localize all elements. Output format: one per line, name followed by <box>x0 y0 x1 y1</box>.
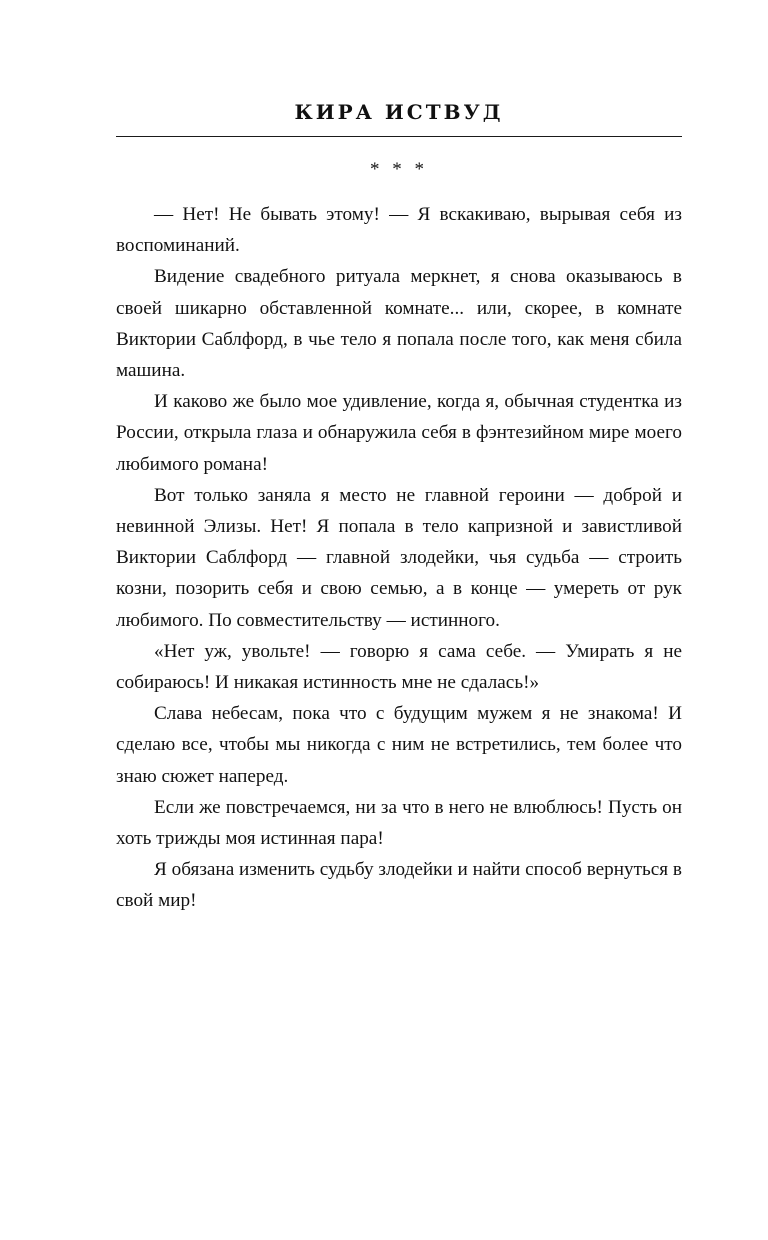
paragraph: Вот только заняла я место не главной героини — доброй и невинной Элизы. Нет! Я попала в тело капризной и завистливой Виктории Саблфорд — главной злодейки, чья судьба — строить козни, позорить себя и свою семью, а в конце — умереть от рук любимого. По совместительству — истинного. <box>116 484 682 631</box>
paragraph: Слава небесам, пока что с будущим мужем я не знакома! И сделаю все, чтобы мы никогда с ним не встретились, тем более что знаю сюжет наперед. <box>116 703 682 787</box>
body-text <box>116 199 682 917</box>
paragraph: Я обязана изменить судьбу злодейки и найти способ вернуться в свой мир! <box>116 859 682 912</box>
header-divider <box>116 136 682 137</box>
paragraph: Видение свадебного ритуала меркнет, я снова оказываюсь в своей шикарно обставленной комнате... или, скорее, в комнате Виктории Саблфорд, в чье тело я попала после того, как меня сбила машина. <box>116 266 682 382</box>
paragraph: И каково же было мое удивление, когда я, обычная студентка из России, открыла глаза и обнаружила себя в фэнтезийном мире моего любимого романа! <box>116 391 682 475</box>
page-content <box>116 100 682 917</box>
paragraph: Если же повстречаемся, ни за что в него не влюблюсь! Пусть он хоть трижды моя истинная пара! <box>116 796 682 850</box>
paragraph: — Нет! Не бывать этому! — Я вскакиваю, вырывая себя из воспоминаний. <box>116 204 682 257</box>
paragraph: «Нет уж, увольте! — говорю я сама себе. — Умирать я не собираюсь! И никакая истинность мне не сдалась!» <box>116 640 682 694</box>
running-head-author: КИРА ИСТВУД <box>294 100 504 124</box>
section-break-ornament: * * * <box>370 159 428 180</box>
